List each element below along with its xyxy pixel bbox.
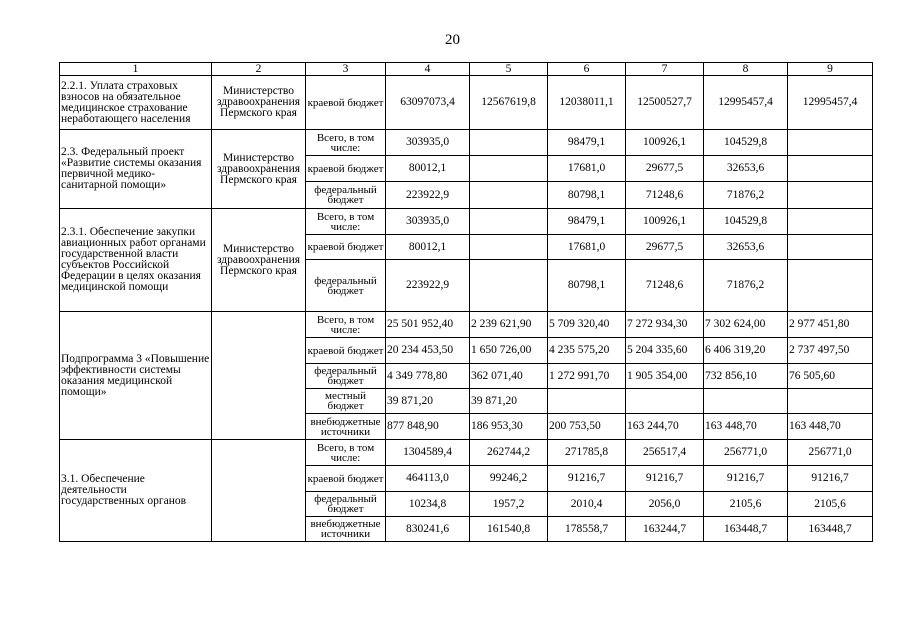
amount-cell: 1 905 354,00 xyxy=(626,364,704,389)
table-row xyxy=(60,440,873,466)
amount-cell: 1957,2 xyxy=(470,492,548,517)
amount-cell: 1304589,4 xyxy=(386,440,470,466)
funding-source: Всего, в том числе: xyxy=(306,209,386,235)
activity-name: Подпрограмма 3 «Повышение эффективности системы оказания медицинской помощи» xyxy=(60,312,212,440)
amount-cell: 76 505,60 xyxy=(788,364,873,389)
executor: Министерство здравоохранения Пермского края xyxy=(212,130,306,209)
amount-cell xyxy=(788,260,873,312)
funding-source: местный бюджет xyxy=(306,389,386,414)
amount-cell: 12567619,8 xyxy=(470,76,548,130)
table-row xyxy=(60,76,873,130)
amount-cell: 163448,7 xyxy=(704,517,788,542)
amount-cell: 7 302 624,00 xyxy=(704,312,788,338)
funding-source: федеральный бюджет xyxy=(306,492,386,517)
amount-cell xyxy=(548,389,626,414)
col-header-9: 9 xyxy=(788,63,873,76)
amount-cell: 12995457,4 xyxy=(788,76,873,130)
amount-cell: 39 871,20 xyxy=(386,389,470,414)
amount-cell: 732 856,10 xyxy=(704,364,788,389)
amount-cell xyxy=(470,130,548,156)
amount-cell: 91216,7 xyxy=(626,466,704,492)
table-body xyxy=(60,76,873,542)
amount-cell: 99246,2 xyxy=(470,466,548,492)
amount-cell: 223922,9 xyxy=(386,182,470,209)
funding-source: Всего, в том числе: xyxy=(306,130,386,156)
amount-cell: 80798,1 xyxy=(548,260,626,312)
funding-source: федеральный бюджет xyxy=(306,182,386,209)
amount-cell: 25 501 952,40 xyxy=(386,312,470,338)
col-header-4: 4 xyxy=(386,63,470,76)
amount-cell: 91216,7 xyxy=(704,466,788,492)
amount-cell: 1 272 991,70 xyxy=(548,364,626,389)
amount-cell: 256517,4 xyxy=(626,440,704,466)
amount-cell: 2105,6 xyxy=(788,492,873,517)
amount-cell: 464113,0 xyxy=(386,466,470,492)
amount-cell: 256771,0 xyxy=(704,440,788,466)
funding-source: внебюджетные источники xyxy=(306,414,386,440)
amount-cell xyxy=(788,389,873,414)
amount-cell: 12500527,7 xyxy=(626,76,704,130)
executor: Министерство здравоохранения Пермского края xyxy=(212,76,306,130)
amount-cell: 7 272 934,30 xyxy=(626,312,704,338)
amount-cell: 104529,8 xyxy=(704,209,788,235)
amount-cell xyxy=(470,156,548,182)
col-header-5: 5 xyxy=(470,63,548,76)
amount-cell xyxy=(788,130,873,156)
activity-name: 3.1. Обеспечение деятельности государственных органов xyxy=(60,440,212,542)
amount-cell: 10234,8 xyxy=(386,492,470,517)
funding-source: федеральный бюджет xyxy=(306,260,386,312)
amount-cell: 98479,1 xyxy=(548,209,626,235)
amount-cell: 262744,2 xyxy=(470,440,548,466)
amount-cell: 17681,0 xyxy=(548,156,626,182)
amount-cell: 161540,8 xyxy=(470,517,548,542)
col-header-6: 6 xyxy=(548,63,626,76)
amount-cell: 2010,4 xyxy=(548,492,626,517)
col-header-8: 8 xyxy=(704,63,788,76)
amount-cell xyxy=(788,156,873,182)
activity-name: 2.2.1. Уплата страховых взносов на обязательное медицинское страхование неработающего населения xyxy=(60,76,212,130)
amount-cell: 5 204 335,60 xyxy=(626,338,704,364)
funding-source: краевой бюджет xyxy=(306,156,386,182)
amount-cell: 163 448,70 xyxy=(704,414,788,440)
budget-table xyxy=(59,62,873,542)
amount-cell: 4 349 778,80 xyxy=(386,364,470,389)
activity-name: 2.3. Федеральный проект «Развитие системы оказания первичной медико-санитарной помощи» xyxy=(60,130,212,209)
executor: Министерство здравоохранения Пермского края xyxy=(212,209,306,312)
table-row xyxy=(60,209,873,235)
amount-cell: 877 848,90 xyxy=(386,414,470,440)
amount-cell: 4 235 575,20 xyxy=(548,338,626,364)
amount-cell: 80798,1 xyxy=(548,182,626,209)
amount-cell xyxy=(470,182,548,209)
funding-source: внебюджетные источники xyxy=(306,517,386,542)
page-number: 20 xyxy=(445,32,460,48)
amount-cell xyxy=(704,389,788,414)
amount-cell: 71876,2 xyxy=(704,182,788,209)
amount-cell: 100926,1 xyxy=(626,209,704,235)
amount-cell: 17681,0 xyxy=(548,235,626,260)
amount-cell: 29677,5 xyxy=(626,235,704,260)
amount-cell: 100926,1 xyxy=(626,130,704,156)
amount-cell: 2056,0 xyxy=(626,492,704,517)
amount-cell: 91216,7 xyxy=(548,466,626,492)
amount-cell xyxy=(470,260,548,312)
amount-cell: 104529,8 xyxy=(704,130,788,156)
amount-cell: 63097073,4 xyxy=(386,76,470,130)
funding-source: краевой бюджет xyxy=(306,338,386,364)
funding-source: краевой бюджет xyxy=(306,76,386,130)
executor xyxy=(212,312,306,440)
amount-cell xyxy=(626,389,704,414)
amount-cell: 12995457,4 xyxy=(704,76,788,130)
amount-cell: 256771,0 xyxy=(788,440,873,466)
amount-cell: 12038011,1 xyxy=(548,76,626,130)
amount-cell: 303935,0 xyxy=(386,130,470,156)
amount-cell: 2 977 451,80 xyxy=(788,312,873,338)
amount-cell: 163244,7 xyxy=(626,517,704,542)
amount-cell: 178558,7 xyxy=(548,517,626,542)
funding-source: Всего, в том числе: xyxy=(306,440,386,466)
amount-cell: 71248,6 xyxy=(626,260,704,312)
amount-cell: 200 753,50 xyxy=(548,414,626,440)
amount-cell: 71248,6 xyxy=(626,182,704,209)
activity-name: 2.3.1. Обеспечение закупки авиационных работ органами государственной власти субъектов Российской Федерации в целях оказания медицинской помощи xyxy=(60,209,212,312)
funding-source: краевой бюджет xyxy=(306,466,386,492)
amount-cell: 80012,1 xyxy=(386,235,470,260)
amount-cell: 362 071,40 xyxy=(470,364,548,389)
amount-cell xyxy=(788,209,873,235)
amount-cell: 39 871,20 xyxy=(470,389,548,414)
amount-cell: 20 234 453,50 xyxy=(386,338,470,364)
amount-cell: 271785,8 xyxy=(548,440,626,466)
amount-cell: 80012,1 xyxy=(386,156,470,182)
amount-cell: 71876,2 xyxy=(704,260,788,312)
funding-source: краевой бюджет xyxy=(306,235,386,260)
table-row xyxy=(60,130,873,156)
col-header-2: 2 xyxy=(212,63,306,76)
amount-cell: 2 737 497,50 xyxy=(788,338,873,364)
amount-cell: 6 406 319,20 xyxy=(704,338,788,364)
amount-cell: 29677,5 xyxy=(626,156,704,182)
col-header-1: 1 xyxy=(60,63,212,76)
amount-cell: 91216,7 xyxy=(788,466,873,492)
header-row xyxy=(60,63,873,76)
col-header-7: 7 xyxy=(626,63,704,76)
amount-cell: 32653,6 xyxy=(704,235,788,260)
executor xyxy=(212,440,306,542)
amount-cell: 5 709 320,40 xyxy=(548,312,626,338)
amount-cell: 830241,6 xyxy=(386,517,470,542)
amount-cell xyxy=(470,235,548,260)
table-row xyxy=(60,312,873,338)
amount-cell: 163 448,70 xyxy=(788,414,873,440)
amount-cell xyxy=(470,209,548,235)
amount-cell: 303935,0 xyxy=(386,209,470,235)
amount-cell: 186 953,30 xyxy=(470,414,548,440)
amount-cell xyxy=(788,235,873,260)
amount-cell: 163 244,70 xyxy=(626,414,704,440)
funding-source: федеральный бюджет xyxy=(306,364,386,389)
amount-cell xyxy=(788,182,873,209)
amount-cell: 223922,9 xyxy=(386,260,470,312)
funding-source: Всего, в том числе: xyxy=(306,312,386,338)
amount-cell: 163448,7 xyxy=(788,517,873,542)
col-header-3: 3 xyxy=(306,63,386,76)
amount-cell: 98479,1 xyxy=(548,130,626,156)
amount-cell: 2 239 621,90 xyxy=(470,312,548,338)
amount-cell: 2105,6 xyxy=(704,492,788,517)
amount-cell: 1 650 726,00 xyxy=(470,338,548,364)
amount-cell: 32653,6 xyxy=(704,156,788,182)
